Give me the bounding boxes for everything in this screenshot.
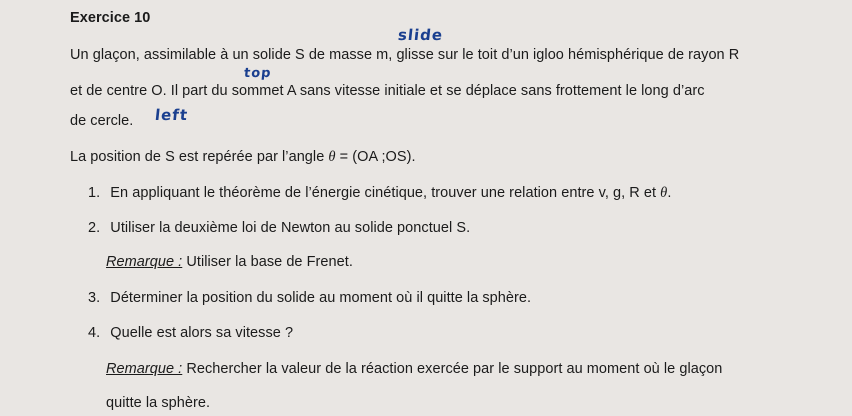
remark-2-label: Remarque :	[106, 361, 183, 377]
position-prefix: La position de S est repérée par l’angle	[70, 149, 329, 165]
question-2	[88, 220, 470, 236]
remark-2	[106, 361, 722, 377]
question-1	[88, 185, 671, 202]
remark-2-text: Rechercher la valeur de la réaction exercée par le support au moment où le glaçon	[182, 361, 723, 377]
intro-line-2: et de centre O. Il part du sommet A sans vitesse initiale et se déplace sans frottement le long d’arc	[70, 83, 705, 99]
theta-symbol: θ	[328, 149, 336, 165]
position-suffix: = (OA ;OS).	[335, 149, 416, 165]
position-statement	[70, 149, 416, 166]
intro-line-3: de cercle.	[70, 113, 134, 129]
question-1-text: En appliquant le théorème de l’énergie cinétique, trouver une relation entre v, g, R et	[110, 185, 661, 201]
question-4-text: Quelle est alors sa vitesse ?	[110, 325, 294, 341]
handwritten-note-left: left	[154, 106, 189, 124]
remark-2-continuation: quitte la sphère.	[106, 395, 211, 411]
intro-line-1: Un glaçon, assimilable à un solide S de masse m, glisse sur le toit d’un igloo hémisphérique de rayon R	[70, 47, 740, 63]
question-2-text: Utiliser la deuxième loi de Newton au solide ponctuel S.	[110, 220, 471, 236]
remark-1-text: Utiliser la base de Frenet.	[182, 254, 353, 270]
question-4	[88, 325, 293, 341]
handwritten-note-top: top	[243, 66, 273, 81]
question-1-end: .	[667, 185, 672, 201]
handwritten-note-slide: slide	[397, 26, 445, 44]
exercise-title: Exercice 10	[70, 10, 151, 26]
remark-1	[106, 254, 353, 270]
question-3-number: 3.	[88, 290, 101, 306]
question-3-text: Déterminer la position du solide au moment où il quitte la sphère.	[110, 290, 532, 306]
question-1-number: 1.	[88, 185, 101, 201]
question-1-theta: θ	[660, 185, 668, 201]
remark-1-label: Remarque :	[106, 254, 183, 270]
question-3	[88, 290, 531, 306]
question-2-number: 2.	[88, 220, 101, 236]
question-4-number: 4.	[88, 325, 101, 341]
